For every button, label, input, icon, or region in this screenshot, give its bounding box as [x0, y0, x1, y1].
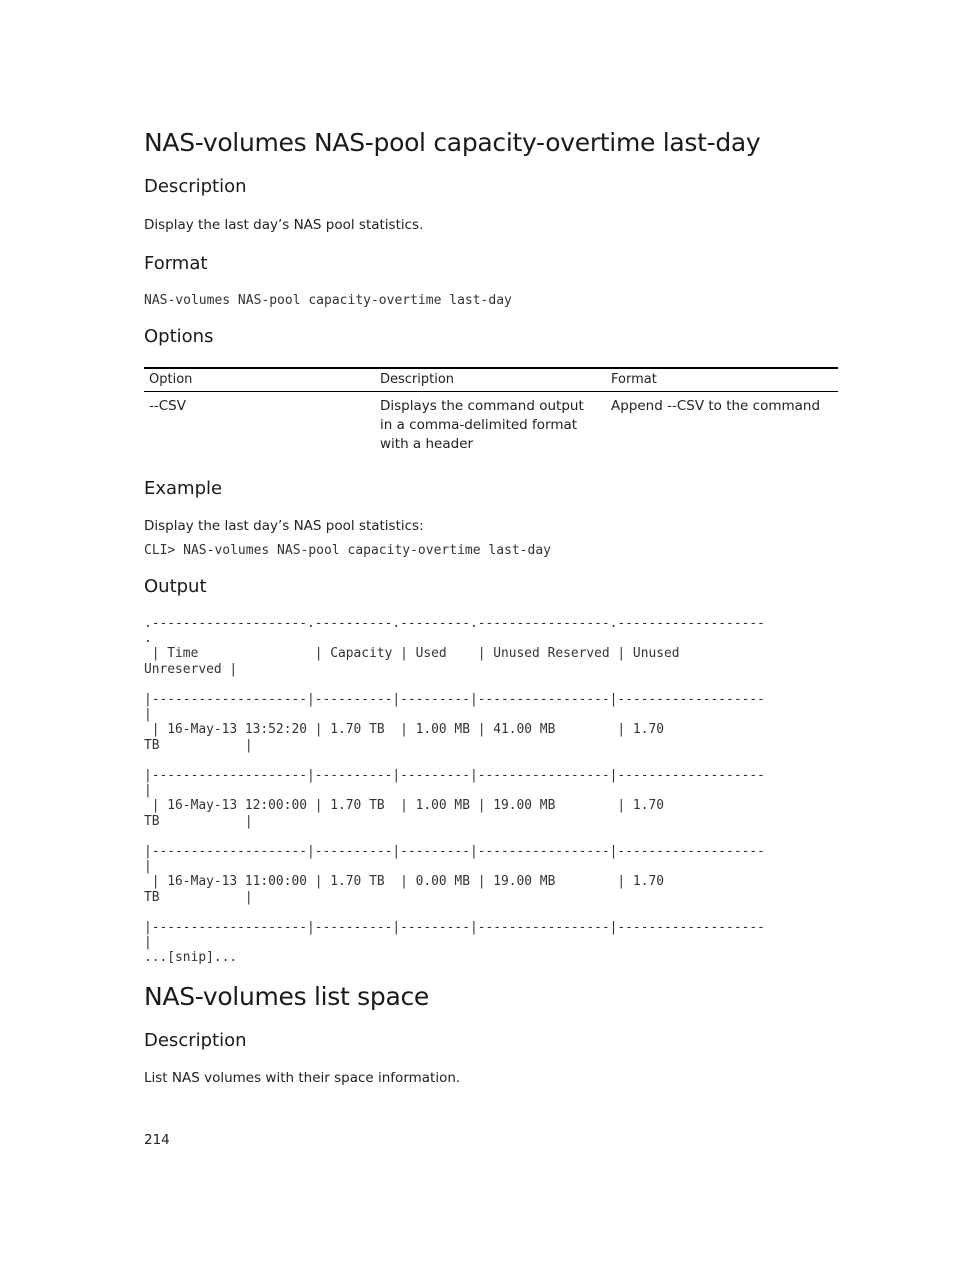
- table-row: [144, 392, 838, 455]
- format-heading: Format: [144, 253, 208, 274]
- description-text: List NAS volumes with their space information.: [144, 1070, 461, 1086]
- option-column-header: Option: [144, 368, 375, 392]
- description-cell: Displays the command output in a comma-delimited format with a header: [380, 398, 584, 452]
- section-title: NAS-volumes NAS-pool capacity-overtime last-day: [144, 128, 761, 157]
- output-code-block: .--------------------.----------.---------.-----------------.------------------- . | Time | Capacity | Used | Unused Reserved | Unused Unreserved | |--------------------|----------|---------|-----------------|------------------- | | 16-May-13 13:52:20 | 1.70 TB | 1.00 MB | 41.00 MB | 1.70 TB | |--------------------|----------|---------|-----------------|------------------- | | 16-May-13 12:00:00 | 1.70 TB | 1.00 MB | 19.00 MB | 1.70 TB | |--------------------|----------|---------|-----------------|------------------- | | 16-May-13 11:00:00 | 1.70 TB | 0.00 MB | 19.00 MB | 1.70 TB | |--------------------|----------|---------|-----------------|------------------- | ...[snip]...: [144, 616, 765, 966]
- section-title: NAS-volumes list space: [144, 982, 430, 1011]
- output-heading: Output: [144, 576, 207, 597]
- options-table: [144, 367, 838, 454]
- description-text: Display the last day’s NAS pool statistics.: [144, 217, 424, 233]
- option-cell: --CSV: [149, 398, 186, 414]
- example-code: CLI> NAS-volumes NAS-pool capacity-overtime last-day: [144, 543, 551, 558]
- description-heading: Description: [144, 176, 247, 197]
- page-number: 214: [144, 1132, 170, 1148]
- description-column-header: Description: [375, 368, 606, 392]
- example-text: Display the last day’s NAS pool statistics:: [144, 518, 424, 534]
- format-code: NAS-volumes NAS-pool capacity-overtime last-day: [144, 293, 512, 308]
- description-heading: Description: [144, 1030, 247, 1051]
- format-column-header: Format: [606, 368, 838, 392]
- format-cell: Append --CSV to the command: [611, 398, 821, 414]
- options-table-header-row: [144, 368, 838, 392]
- options-heading: Options: [144, 326, 214, 347]
- example-heading: Example: [144, 478, 223, 499]
